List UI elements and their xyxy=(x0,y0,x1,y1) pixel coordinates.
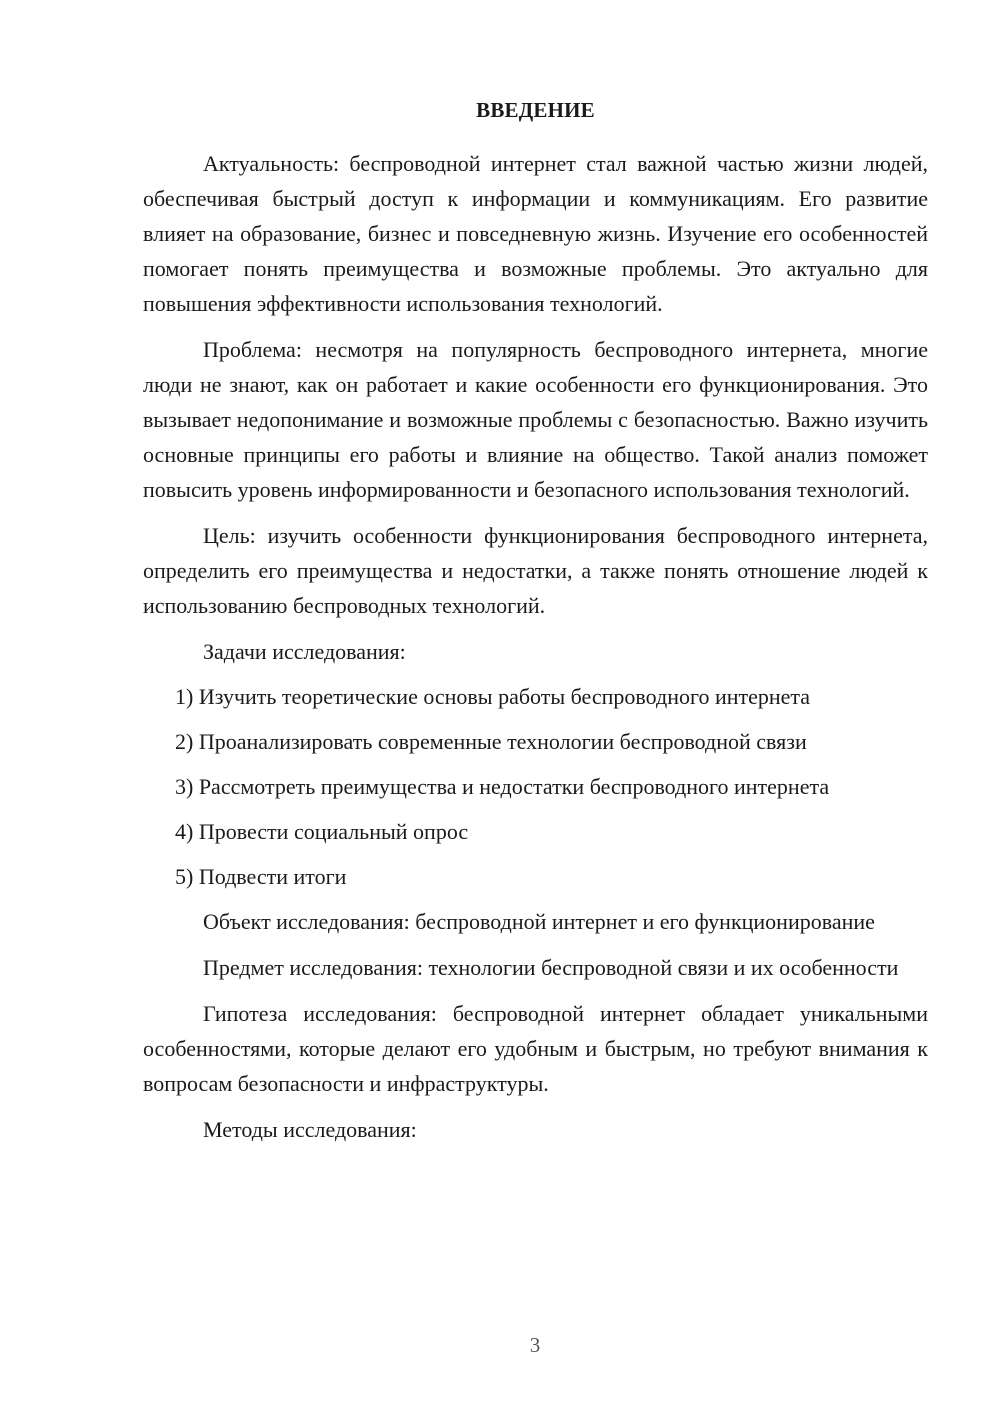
task-item-5: 5) Подвести итоги xyxy=(175,864,347,889)
hypothesis-paragraph: Гипотеза исследования: беспроводной интернет обладает уникальными особенностями, которые делают его удобным и быстрым, но требуют внимания к вопросам безопасности и инфраструктуры. xyxy=(143,1001,928,1096)
goal-paragraph: Цель: изучить особенности функционирования беспроводного интернета, определить его преимущества и недостатки, а также понять отношение людей к использованию беспроводных технологий. xyxy=(143,523,928,618)
page-content xyxy=(143,93,928,1157)
subject-paragraph: Предмет исследования: технологии беспроводной связи и их особенности xyxy=(203,955,899,980)
problem-paragraph: Проблема: несмотря на популярность беспроводного интернета, многие люди не знают, как он работает и какие особенности его функционирования. Это вызывает недопонимание и возможные проблемы с безопасностью. Важно изучить основные принципы его работы и влияние на общество. Такой анализ поможет повысить уровень информированности и безопасного использования технологий. xyxy=(143,337,928,502)
task-item-2: 2) Проанализировать современные технологии беспроводной связи xyxy=(175,729,807,754)
page-title: ВВЕДЕНИЕ xyxy=(476,98,595,122)
relevance-paragraph: Актуальность: беспроводной интернет стал важной частью жизни людей, обеспечивая быстрый доступ к информации и коммуникациям. Его развитие влияет на образование, бизнес и повседневную жизнь. Изучение его особенностей помогает понять преимущества и возможные проблемы. Это актуально для повышения эффективности использования технологий. xyxy=(143,151,928,316)
task-item-1: 1) Изучить теоретические основы работы беспроводного интернета xyxy=(175,684,811,709)
page-number: 3 xyxy=(529,1333,541,1357)
tasks-list xyxy=(143,679,928,894)
task-item-4: 4) Провести социальный опрос xyxy=(175,819,469,844)
object-paragraph: Объект исследования: беспроводной интернет и его функционирование xyxy=(203,909,875,934)
methods-heading: Методы исследования: xyxy=(203,1117,417,1142)
task-item-3: 3) Рассмотреть преимущества и недостатки беспроводного интернета xyxy=(175,774,830,799)
tasks-heading: Задачи исследования: xyxy=(203,639,406,664)
